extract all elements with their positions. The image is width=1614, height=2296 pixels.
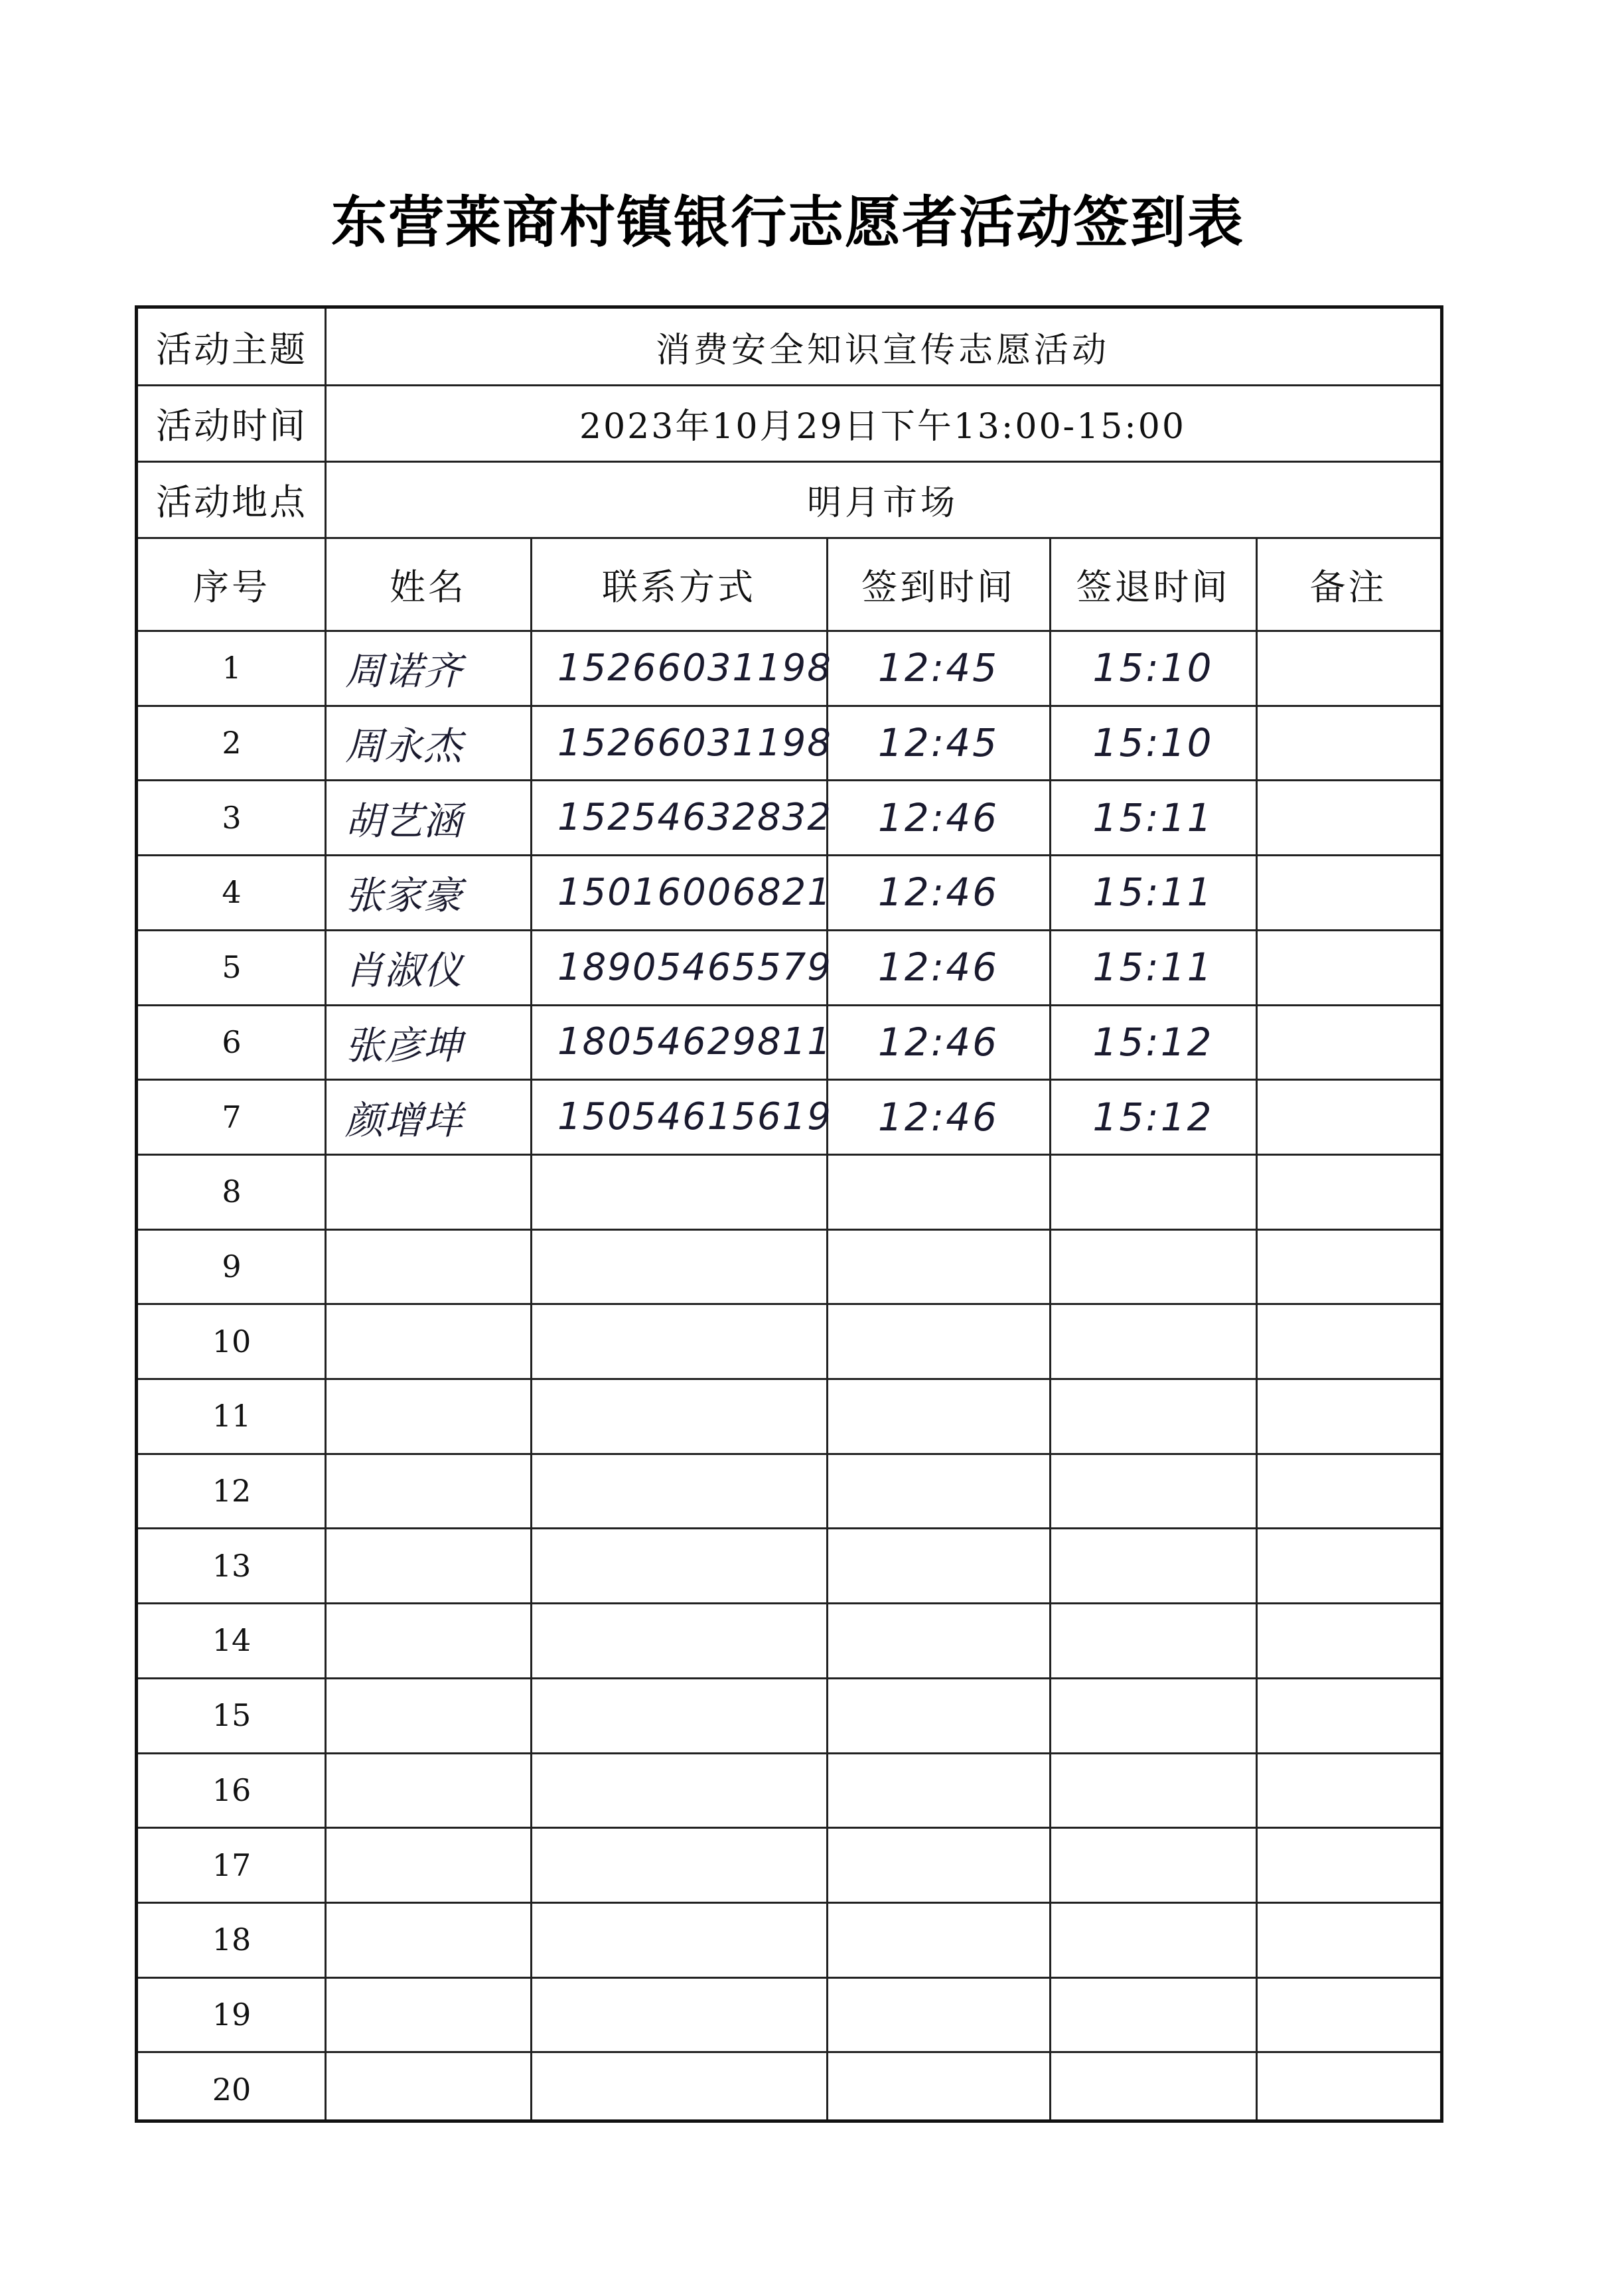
checkin-time: [827, 1902, 1050, 1977]
signature-name: 张彦坤: [345, 1022, 463, 1068]
checkin-time: 12:46: [877, 795, 999, 840]
phone-number: 15266031198: [557, 646, 832, 690]
phone-number: [531, 1827, 827, 1902]
signature-name: [325, 1827, 531, 1902]
signature-name: [325, 2052, 531, 2127]
column-header-note: 备注: [1309, 566, 1387, 608]
note: [1256, 1079, 1440, 1154]
checkout-time: [1050, 1753, 1256, 1828]
note: [1256, 1977, 1440, 2052]
signature-name: [325, 1454, 531, 1529]
row-index: 19: [212, 1996, 252, 2032]
checkin-time: [827, 1379, 1050, 1454]
row-index: 6: [222, 1024, 242, 1060]
note: [1256, 1005, 1440, 1080]
note: [1256, 1379, 1440, 1454]
signature-name: 张家豪: [345, 873, 463, 919]
note: [1256, 855, 1440, 930]
row-index: 12: [212, 1473, 252, 1509]
checkin-time: [827, 1827, 1050, 1902]
checkout-time: [1050, 1154, 1256, 1229]
checkout-time: [1050, 1379, 1256, 1454]
signature-name: [325, 1902, 531, 1977]
row-index: 13: [212, 1547, 252, 1584]
note: [1256, 1902, 1440, 1977]
row-index: 3: [222, 799, 242, 836]
signature-name: [325, 1229, 531, 1304]
checkout-time: 15:10: [1092, 720, 1214, 766]
checkin-time: 12:45: [877, 720, 999, 766]
document-title: 东营莱商村镇银行志愿者活动签到表: [330, 189, 1244, 255]
checkout-time: [1050, 1528, 1256, 1603]
row-index: 14: [212, 1622, 252, 1659]
checkout-time: [1050, 1229, 1256, 1304]
checkout-time: [1050, 1678, 1256, 1753]
checkin-time: [827, 1753, 1050, 1828]
phone-number: [531, 1678, 827, 1753]
row-index: 2: [222, 725, 242, 761]
phone-number: [531, 1304, 827, 1379]
checkin-time: [827, 1229, 1050, 1304]
checkout-time: [1050, 1902, 1256, 1977]
column-header-index: 序号: [193, 566, 270, 608]
checkout-time: [1050, 1827, 1256, 1902]
checkin-time: [827, 1603, 1050, 1678]
place-label: 活动地点: [156, 481, 307, 523]
note: [1256, 1528, 1440, 1603]
note: [1256, 1603, 1440, 1678]
row-index: 18: [212, 1922, 252, 1958]
place-value: 明月市场: [806, 483, 958, 523]
checkout-time: 15:11: [1092, 945, 1214, 990]
checkout-time: 15:12: [1092, 1094, 1214, 1140]
row-index: 17: [212, 1847, 252, 1883]
signature-name: [325, 1977, 531, 2052]
checkin-time: [827, 1528, 1050, 1603]
checkout-time: 15:10: [1092, 645, 1214, 691]
checkin-time: 12:45: [877, 645, 999, 691]
column-header-name: 姓名: [390, 566, 467, 608]
checkin-time: [827, 1154, 1050, 1229]
vertical-rule: [325, 309, 327, 538]
checkout-time: [1050, 1454, 1256, 1529]
signature-name: 胡艺涵: [345, 798, 463, 844]
column-header-checkout: 签退时间: [1076, 566, 1230, 608]
phone-number: [531, 2052, 827, 2127]
phone-number: [531, 1977, 827, 2052]
checkin-time: [827, 1304, 1050, 1379]
note: [1256, 1454, 1440, 1529]
signature-name: [325, 1678, 531, 1753]
signature-name: [325, 1753, 531, 1828]
note: [1256, 780, 1440, 855]
checkin-time: 12:46: [877, 1019, 999, 1065]
checkin-time: [827, 1977, 1050, 2052]
signature-name: [325, 1304, 531, 1379]
signature-name: 肖淑仪: [345, 948, 463, 994]
checkout-time: 15:11: [1092, 795, 1214, 840]
checkin-time: 12:46: [877, 1094, 999, 1140]
checkout-time: [1050, 1977, 1256, 2052]
signature-name: 颜增垟: [345, 1097, 463, 1143]
theme-value: 消费安全知识宣传志愿活动: [655, 331, 1110, 370]
checkout-time: [1050, 2052, 1256, 2127]
note: [1256, 1827, 1440, 1902]
sign-in-sheet: [135, 305, 1443, 2123]
note: [1256, 1229, 1440, 1304]
phone-number: [531, 1603, 827, 1678]
checkin-time: 12:46: [877, 870, 999, 915]
horizontal-rule: [138, 384, 1440, 386]
row-index: 9: [222, 1248, 242, 1284]
checkin-time: [827, 1678, 1050, 1753]
column-header-checkin: 签到时间: [861, 566, 1015, 608]
row-index: 11: [212, 1398, 252, 1434]
signature-name: [325, 1528, 531, 1603]
row-index: 15: [212, 1697, 252, 1734]
phone-number: 15054615619: [557, 1095, 832, 1139]
phone-number: [531, 1154, 827, 1229]
phone-number: [531, 1528, 827, 1603]
checkout-time: [1050, 1603, 1256, 1678]
time-value: 2023年10月29日下午13:00-15:00: [579, 407, 1186, 447]
checkin-time: [827, 1454, 1050, 1529]
phone-number: 18054629811: [557, 1020, 832, 1064]
phone-number: 15266031198: [557, 721, 832, 765]
row-index: 10: [212, 1323, 252, 1359]
checkout-time: 15:12: [1092, 1019, 1214, 1065]
row-index: 7: [222, 1099, 242, 1135]
phone-number: [531, 1902, 827, 1977]
signature-name: 周永杰: [345, 724, 463, 769]
row-index: 16: [212, 1772, 252, 1808]
horizontal-rule: [138, 461, 1440, 463]
signature-name: [325, 1379, 531, 1454]
phone-number: [531, 1454, 827, 1529]
note: [1256, 1154, 1440, 1229]
checkin-time: [827, 2052, 1050, 2127]
phone-number: 15016006821: [557, 870, 832, 914]
note: [1256, 2052, 1440, 2127]
phone-number: [531, 1753, 827, 1828]
column-header-phone: 联系方式: [602, 566, 756, 608]
note: [1256, 930, 1440, 1005]
row-index: 5: [222, 949, 242, 986]
signature-name: [325, 1603, 531, 1678]
time-label: 活动时间: [156, 405, 307, 447]
signature-name: [325, 1154, 531, 1229]
note: [1256, 1304, 1440, 1379]
checkout-time: 15:11: [1092, 870, 1214, 915]
checkout-time: [1050, 1304, 1256, 1379]
phone-number: [531, 1379, 827, 1454]
row-index: 8: [222, 1174, 242, 1210]
signature-name: 周诺齐: [345, 649, 463, 694]
phone-number: [531, 1229, 827, 1304]
checkin-time: 12:46: [877, 945, 999, 990]
note: [1256, 1678, 1440, 1753]
note: [1256, 706, 1440, 781]
theme-label: 活动主题: [156, 329, 307, 370]
phone-number: 18905465579: [557, 945, 832, 989]
note: [1256, 1753, 1440, 1828]
note: [1256, 631, 1440, 706]
phone-number: 15254632832: [557, 796, 832, 840]
row-index: 20: [212, 2071, 252, 2107]
row-index: 1: [222, 650, 242, 686]
row-index: 4: [222, 874, 242, 911]
